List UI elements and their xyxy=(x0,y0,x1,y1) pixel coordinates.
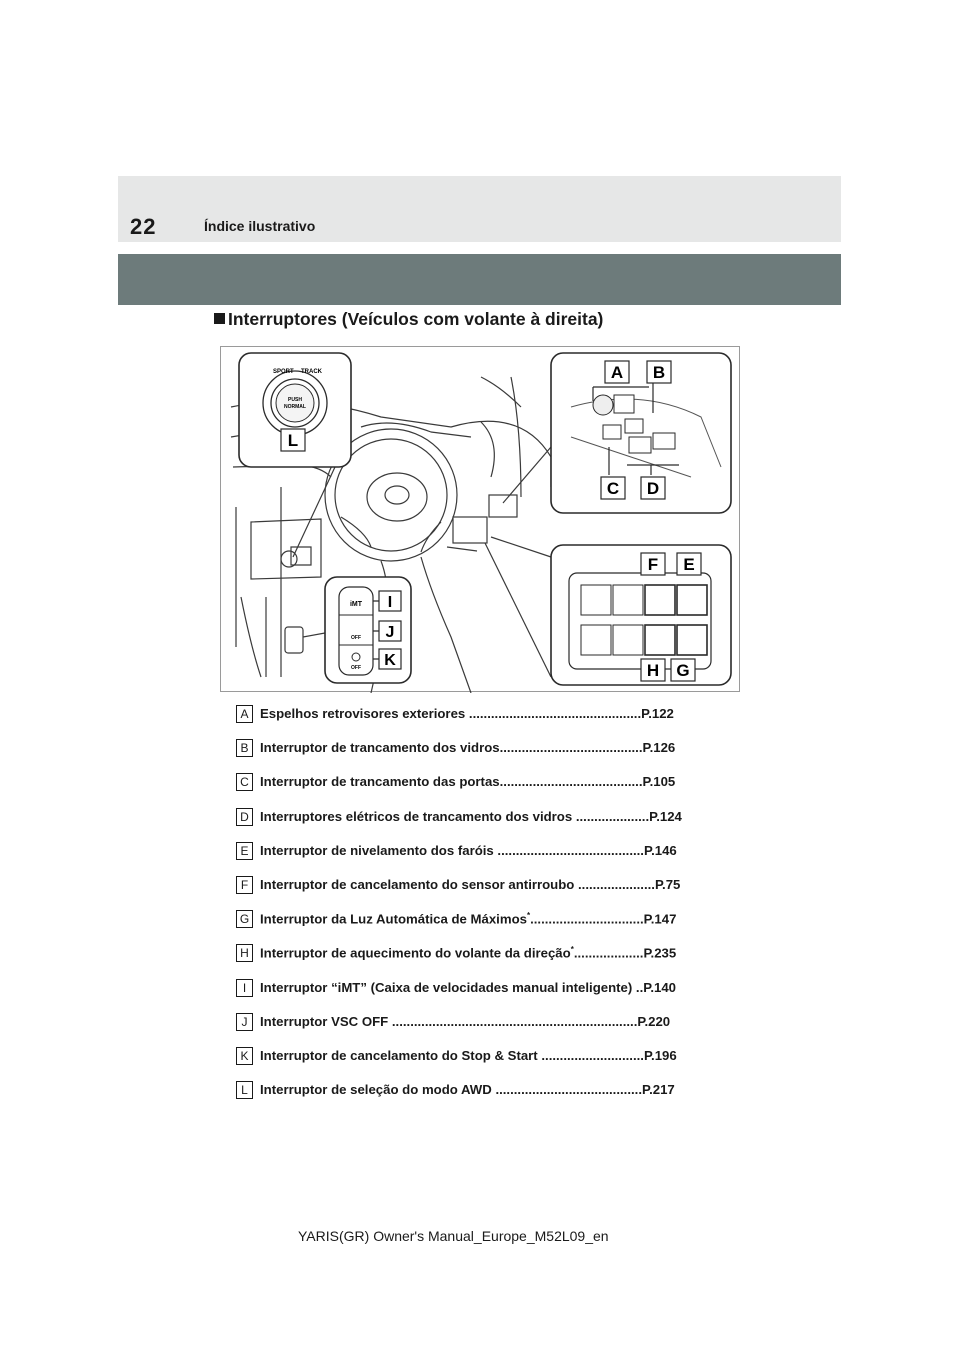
callout-letter-f: F xyxy=(647,555,659,574)
legend-letter: C xyxy=(236,773,253,791)
legend-text: Interruptor de cancelamento do Stop & Start ............................P.196 xyxy=(260,1047,677,1063)
legend-text: Interruptor “iMT” (Caixa de velocidades manual inteligente) ..P.140 xyxy=(260,979,677,995)
callout-letter-j: J xyxy=(385,624,395,641)
legend-letter: A xyxy=(236,705,253,723)
legend-item-c xyxy=(236,771,723,805)
callout-letter-l: L xyxy=(287,431,299,450)
legend-letter: J xyxy=(236,1013,253,1031)
legend-letter: H xyxy=(236,944,253,962)
legend-text: Interruptor VSC OFF ...................................................................P.220 xyxy=(260,1013,671,1029)
callout-letter-h: H xyxy=(646,661,660,680)
legend-item-i xyxy=(236,977,723,1011)
knob-push-label: PUSH xyxy=(288,397,302,403)
dashboard-drawing xyxy=(221,347,741,693)
chapter-title: Índice ilustrativo xyxy=(204,218,316,234)
legend-item-h xyxy=(236,942,723,976)
legend-text-group xyxy=(260,911,723,926)
legend-text: Interruptor da Luz Automática de Máximos xyxy=(260,911,527,927)
section-heading-text: Interruptores (Veículos com volante à direita) xyxy=(228,309,604,329)
legend-list xyxy=(236,703,723,1113)
legend-text: Interruptor de aquecimento do volante da direção xyxy=(260,945,571,961)
legend-item-j xyxy=(236,1011,723,1045)
legend-letter: F xyxy=(236,876,253,894)
callout-letter-g: G xyxy=(676,661,690,680)
legend-item-g xyxy=(236,908,723,942)
legend-page-ref: ...............................P.147 xyxy=(530,911,677,927)
callout-letter-b: B xyxy=(652,363,666,382)
legend-item-f xyxy=(236,874,723,908)
callout-letter-i: I xyxy=(387,594,393,611)
legend-text: Interruptor de trancamento dos vidros.......................................P.126 xyxy=(260,740,676,756)
legend-letter: B xyxy=(236,739,253,757)
legend-letter: I xyxy=(236,979,253,997)
callout-letter-a: A xyxy=(610,363,624,382)
callout-l-box xyxy=(239,353,351,467)
bullet-square-icon xyxy=(214,313,225,324)
legend-letter: L xyxy=(236,1081,253,1099)
legend-item-b xyxy=(236,737,723,771)
legend-item-l xyxy=(236,1079,723,1113)
legend-item-d xyxy=(236,806,723,840)
legend-text: Interruptor de nivelamento dos faróis ........................................P.146 xyxy=(260,842,677,858)
callout-ijk-box xyxy=(325,577,411,683)
legend-text: Interruptor de seleção do modo AWD ........................................P.217 xyxy=(260,1082,675,1098)
page-footer: YARIS(GR) Owner's Manual_Europe_M52L09_en xyxy=(298,1228,609,1244)
legend-text: Interruptor de cancelamento do sensor antirroubo .....................P.75 xyxy=(260,876,681,892)
footnote-marker: * xyxy=(526,911,531,921)
switches-illustration xyxy=(220,346,740,692)
legend-text: Espelhos retrovisores exteriores ...............................................P.122 xyxy=(260,706,674,721)
legend-letter: G xyxy=(236,910,253,928)
header-band xyxy=(118,254,841,305)
callout-letter-e: E xyxy=(683,555,695,574)
legend-text: Interruptor de trancamento das portas.......................................P.105 xyxy=(260,774,676,790)
imt-switch-label: iMT xyxy=(349,601,363,608)
callout-letter-d: D xyxy=(646,479,660,498)
legend-letter: D xyxy=(236,808,253,826)
callout-letter-k: K xyxy=(384,652,396,669)
knob-sport-label: SPORT xyxy=(273,369,294,375)
legend-text: Interruptores elétricos de trancamento dos vidros ....................P.124 xyxy=(260,808,682,824)
legend-item-k xyxy=(236,1045,723,1079)
legend-text-group xyxy=(260,945,723,960)
vsc-off-label: OFF xyxy=(351,635,361,641)
legend-letter: K xyxy=(236,1047,253,1065)
stop-start-off-label: OFF xyxy=(351,665,361,671)
callout-letter-c: C xyxy=(606,479,620,498)
footnote-marker: * xyxy=(570,945,574,955)
knob-normal-label: NORMAL xyxy=(284,404,306,410)
legend-page-ref: ...................P.235 xyxy=(573,945,677,961)
legend-letter: E xyxy=(236,842,253,860)
knob-track-label: TRACK xyxy=(301,369,322,375)
callout-efgh-box xyxy=(551,545,731,685)
callout-abcd-box xyxy=(551,353,731,513)
page-number: 22 xyxy=(130,214,157,239)
section-heading xyxy=(214,309,603,330)
legend-item-e xyxy=(236,840,723,874)
legend-item-a xyxy=(236,703,723,737)
